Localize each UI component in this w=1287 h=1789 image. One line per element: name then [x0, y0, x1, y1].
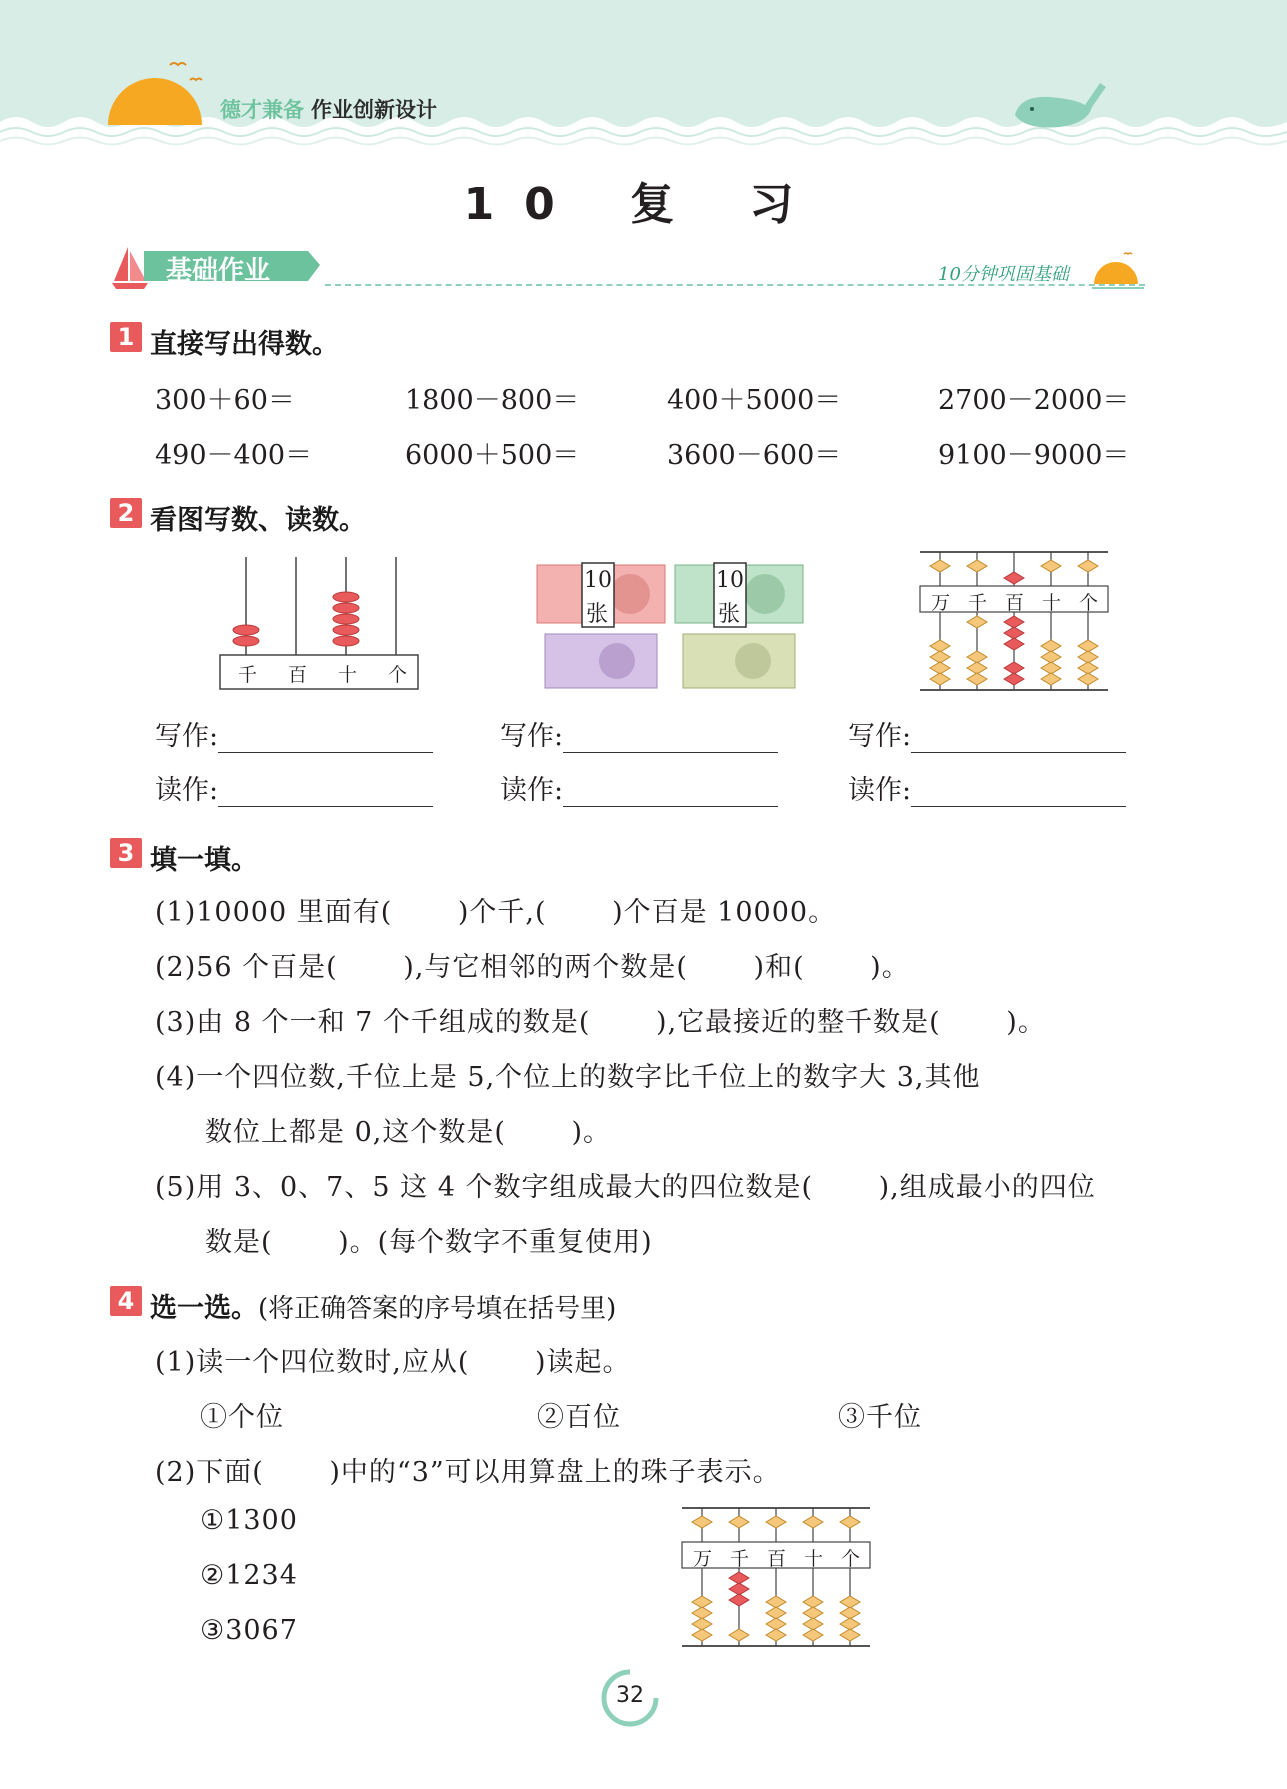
q3-line-5: 数位上都是 0,这个数是( )。 [205, 1117, 611, 1148]
suanpan-q2-label-ge: 个 [1079, 592, 1099, 614]
suanpan-q4 [680, 1506, 872, 1648]
write-answer-line[interactable] [218, 722, 433, 753]
q1-number: 1 [110, 322, 142, 352]
write-label: 写作: [500, 721, 564, 752]
suanpan-q4-label-wan: 万 [693, 1548, 713, 1570]
read-label: 读作: [848, 775, 912, 806]
q4-part1: (1)读一个四位数时,应从( )读起。 [155, 1347, 631, 1378]
section-tag: 基础作业 [166, 256, 271, 286]
section-note: 10分钟巩固基础 [938, 264, 1069, 285]
suanpan-q2-label-wan: 万 [931, 592, 951, 614]
read-label: 读作: [155, 775, 219, 806]
read-answer-line[interactable] [563, 776, 778, 807]
abacus-label-hundred: 百 [288, 664, 308, 686]
abacus-label-thousand: 千 [238, 664, 258, 686]
q3-line-1: (1)10000 里面有( )个千,( )个百是 10000。 [155, 897, 837, 928]
q3-line-7: 数是( )。(每个数字不重复使用) [205, 1227, 653, 1258]
q3-line-2: (2)56 个百是( ),与它相邻的两个数是( )和( )。 [155, 952, 910, 983]
q3-line-3: (3)由 8 个一和 7 个千组成的数是( ),它最接近的整千数是( )。 [155, 1007, 1046, 1038]
banknotes-picture [535, 560, 805, 695]
read-row-2 [500, 768, 778, 807]
read-answer-line[interactable] [911, 776, 1126, 807]
sun-icon [100, 55, 210, 130]
bill-tag-count-right: 10 [716, 568, 744, 593]
read-label: 读作: [500, 775, 564, 806]
bill-tag-count-left: 10 [584, 568, 612, 593]
read-row-1 [155, 768, 433, 807]
q4-p1-option-2[interactable]: ②百位 [537, 1402, 621, 1433]
write-answer-line[interactable] [911, 722, 1126, 753]
bill-tag-unit-right: 张 [718, 602, 741, 627]
q1-item-7: 3600－600＝ [667, 440, 842, 471]
q1-heading [110, 322, 339, 361]
brand-name: 德才兼备 [220, 98, 304, 122]
q4-p1-option-3[interactable]: ③千位 [838, 1402, 922, 1433]
q1-item-3: 400＋5000＝ [667, 385, 842, 416]
q4-p2-option-2[interactable]: ②1234 [200, 1560, 298, 1591]
q1-item-4: 2700－2000＝ [938, 385, 1130, 416]
q4-p2-option-3[interactable]: ③3067 [200, 1615, 298, 1646]
brand-subtitle: 作业创新设计 [311, 98, 437, 122]
q4-title: 选一选。 [150, 1293, 258, 1324]
abacus-label-ten: 十 [338, 664, 358, 686]
suanpan-q2-label-shi: 十 [1042, 592, 1062, 614]
q4-heading [110, 1286, 616, 1325]
q3-title: 填一填。 [150, 845, 258, 876]
write-label: 写作: [848, 721, 912, 752]
read-row-3 [848, 768, 1126, 807]
q4-part2: (2)下面( )中的“3”可以用算盘上的珠子表示。 [155, 1457, 781, 1488]
whale-icon [1010, 75, 1110, 135]
q1-item-2: 1800－800＝ [405, 385, 580, 416]
q4-number: 4 [110, 1286, 142, 1316]
q3-heading [110, 838, 258, 877]
page-title: 10 复 习 [463, 179, 824, 230]
q3-number: 3 [110, 838, 142, 868]
q2-number: 2 [110, 498, 142, 528]
q4-p1-option-1[interactable]: ①个位 [200, 1402, 284, 1433]
suanpan-q2-label-qian: 千 [968, 592, 988, 614]
q2-heading [110, 498, 366, 537]
q1-item-6: 6000＋500＝ [405, 440, 580, 471]
suanpan-q2 [918, 550, 1110, 692]
page-number: 32 [616, 1683, 644, 1708]
q3-line-4: (4)一个四位数,千位上是 5,个位上的数字比千位上的数字大 3,其他 [155, 1062, 981, 1093]
q1-item-5: 490－400＝ [155, 440, 313, 471]
q1-title: 直接写出得数。 [150, 329, 339, 360]
suanpan-q4-label-qian: 千 [730, 1548, 750, 1570]
bill-tag-unit-left: 张 [586, 602, 609, 627]
q1-item-8: 9100－9000＝ [938, 440, 1130, 471]
write-row-1 [155, 714, 433, 753]
abacus-label-one: 个 [388, 664, 408, 686]
q4-note: (将正确答案的序号填在括号里) [258, 1294, 617, 1324]
write-answer-line[interactable] [563, 722, 778, 753]
q3-line-6: (5)用 3、0、7、5 这 4 个数字组成最大的四位数是( ),组成最小的四位 [155, 1172, 1096, 1203]
read-answer-line[interactable] [218, 776, 433, 807]
q1-item-1: 300＋60＝ [155, 385, 295, 416]
suanpan-q4-label-shi: 十 [804, 1548, 824, 1570]
write-row-2 [500, 714, 778, 753]
suanpan-q4-label-ge: 个 [841, 1548, 861, 1570]
suanpan-q2-label-bai: 百 [1005, 592, 1025, 614]
suanpan-q4-label-bai: 百 [767, 1548, 787, 1570]
write-label: 写作: [155, 721, 219, 752]
q4-p2-option-1[interactable]: ①1300 [200, 1505, 298, 1536]
q2-title: 看图写数、读数。 [150, 505, 366, 536]
write-row-3 [848, 714, 1126, 753]
small-sun-icon [1090, 250, 1146, 290]
